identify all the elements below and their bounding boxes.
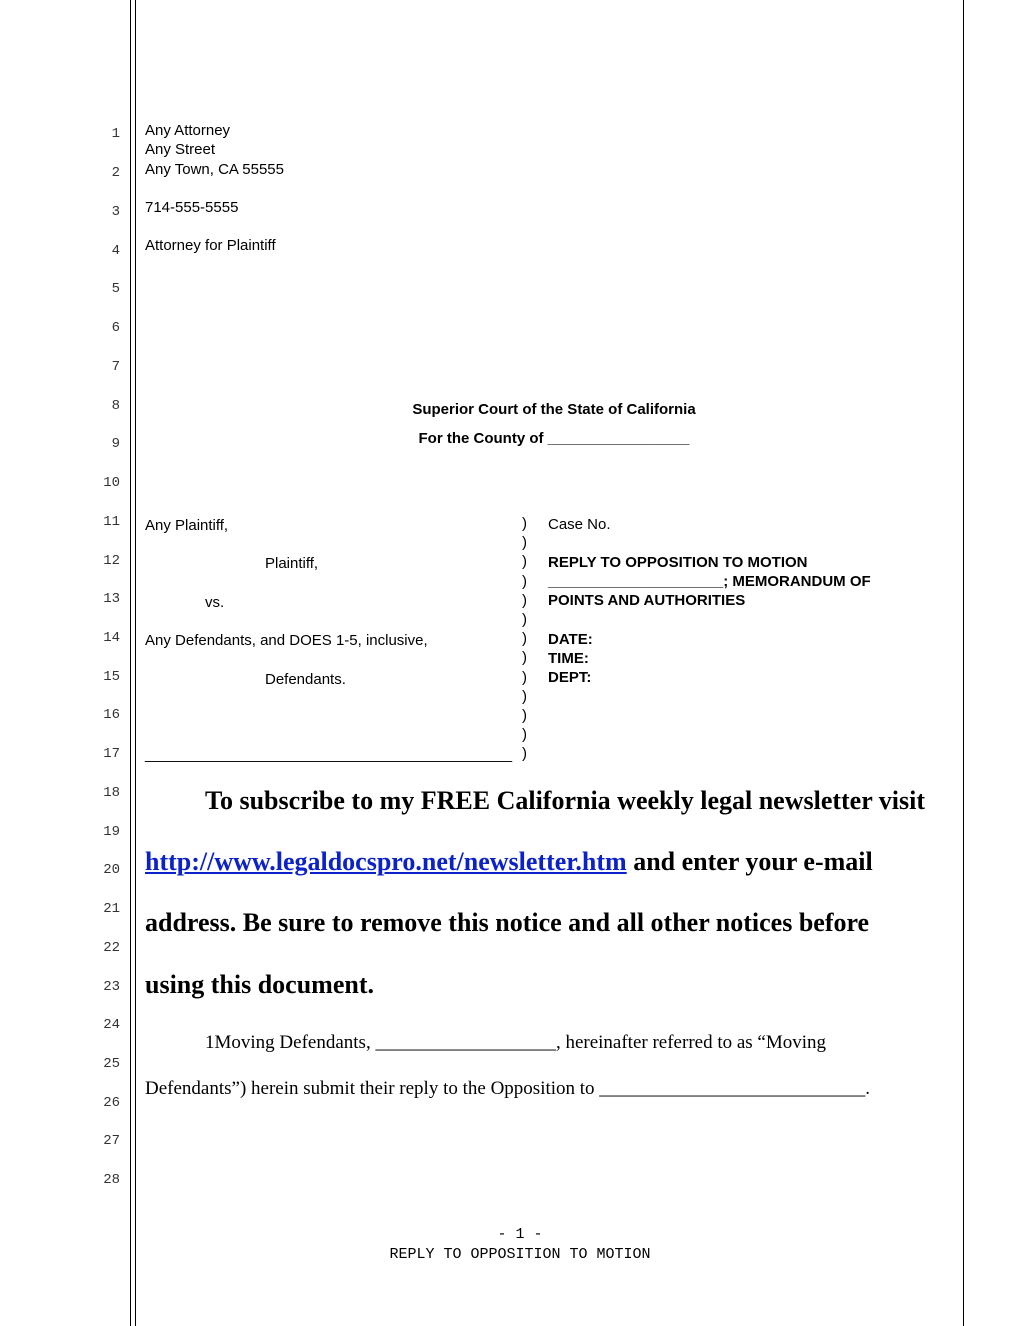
line-number: 28 (103, 1172, 120, 1188)
defendant-name: Any Defendants, and DOES 1-5, inclusive, (145, 632, 428, 649)
line-number: 15 (103, 669, 120, 685)
document-title-line-1: REPLY TO OPPOSITION TO MOTION (548, 554, 808, 571)
line-number: 1 (111, 126, 120, 142)
line-number: 11 (103, 514, 120, 530)
line-number: 6 (111, 320, 120, 336)
line-number: 19 (103, 824, 120, 840)
line-number: 4 (111, 243, 120, 259)
newsletter-link[interactable]: http://www.legaldocspro.net/newsletter.htm (145, 847, 627, 876)
line-number: 24 (103, 1017, 120, 1033)
document-title-line-3: POINTS AND AUTHORITIES (548, 592, 746, 609)
defendant-label: Defendants. (265, 671, 346, 688)
line-number: 9 (111, 436, 120, 452)
court-name: Superior Court of the State of California (412, 401, 696, 418)
document-title-line-2: _____________________; MEMORANDUM OF (548, 573, 871, 590)
line-number: 25 (103, 1056, 120, 1072)
line-number: 18 (103, 785, 120, 801)
line-number: 21 (103, 901, 120, 917)
attorney-city: Any Town, CA 55555 (145, 161, 284, 178)
attorney-name: Any Attorney (145, 122, 231, 139)
line-number: 13 (103, 591, 120, 607)
caption-bottom-rule: ____________________________________________ (145, 746, 513, 763)
notice-line-4: using this document. (145, 970, 374, 999)
notice-line-1: To subscribe to my FREE California weekly legal newsletter visit (205, 786, 926, 815)
left-margin-rule-1 (130, 0, 131, 1326)
notice-line-2-rest: and enter your e-mail (626, 847, 873, 876)
line-number: 17 (103, 746, 120, 762)
plaintiff-label: Plaintiff, (265, 555, 319, 572)
line-number: 5 (111, 281, 120, 297)
line-number: 23 (103, 979, 120, 995)
page-number: - 1 - (497, 1226, 543, 1243)
line-number: 10 (103, 475, 120, 491)
notice-line-2 (145, 847, 873, 877)
right-margin-rule (963, 0, 964, 1326)
case-number-label: Case No. (548, 516, 611, 533)
left-margin-rule-2 (135, 0, 136, 1326)
body-paragraph-line-2: Defendants”) herein submit their reply to the Opposition to ____________________________. (145, 1078, 871, 1099)
attorney-role: Attorney for Plaintiff (145, 237, 276, 254)
line-number: 20 (103, 862, 120, 878)
line-number: 26 (103, 1095, 120, 1111)
plaintiff-name: Any Plaintiff, (145, 517, 229, 534)
caption-parentheses: ) ) ) ) ) ) ) ) ) ) ) ) ) (522, 515, 527, 763)
attorney-phone: 714-555-5555 (145, 199, 239, 216)
hearing-dept-label: DEPT: (548, 669, 592, 686)
line-number: 8 (111, 398, 120, 414)
body-paragraph-line-1: 1Moving Defendants, ___________________, hereinafter referred to as “Moving (205, 1032, 827, 1053)
attorney-street: Any Street (145, 141, 216, 158)
versus-label: vs. (205, 594, 225, 611)
line-number: 7 (111, 359, 120, 375)
line-number: 14 (103, 630, 120, 646)
line-number: 2 (111, 165, 120, 181)
notice-line-3: address. Be sure to remove this notice and all other notices before (145, 908, 870, 937)
line-number: 22 (103, 940, 120, 956)
line-number: 27 (103, 1133, 120, 1149)
line-number: 12 (103, 553, 120, 569)
line-number: 16 (103, 707, 120, 723)
line-number: 3 (111, 204, 120, 220)
court-county: For the County of _________________ (418, 430, 690, 447)
footer-title: REPLY TO OPPOSITION TO MOTION (389, 1246, 651, 1263)
hearing-time-label: TIME: (548, 650, 589, 667)
hearing-date-label: DATE: (548, 631, 593, 648)
